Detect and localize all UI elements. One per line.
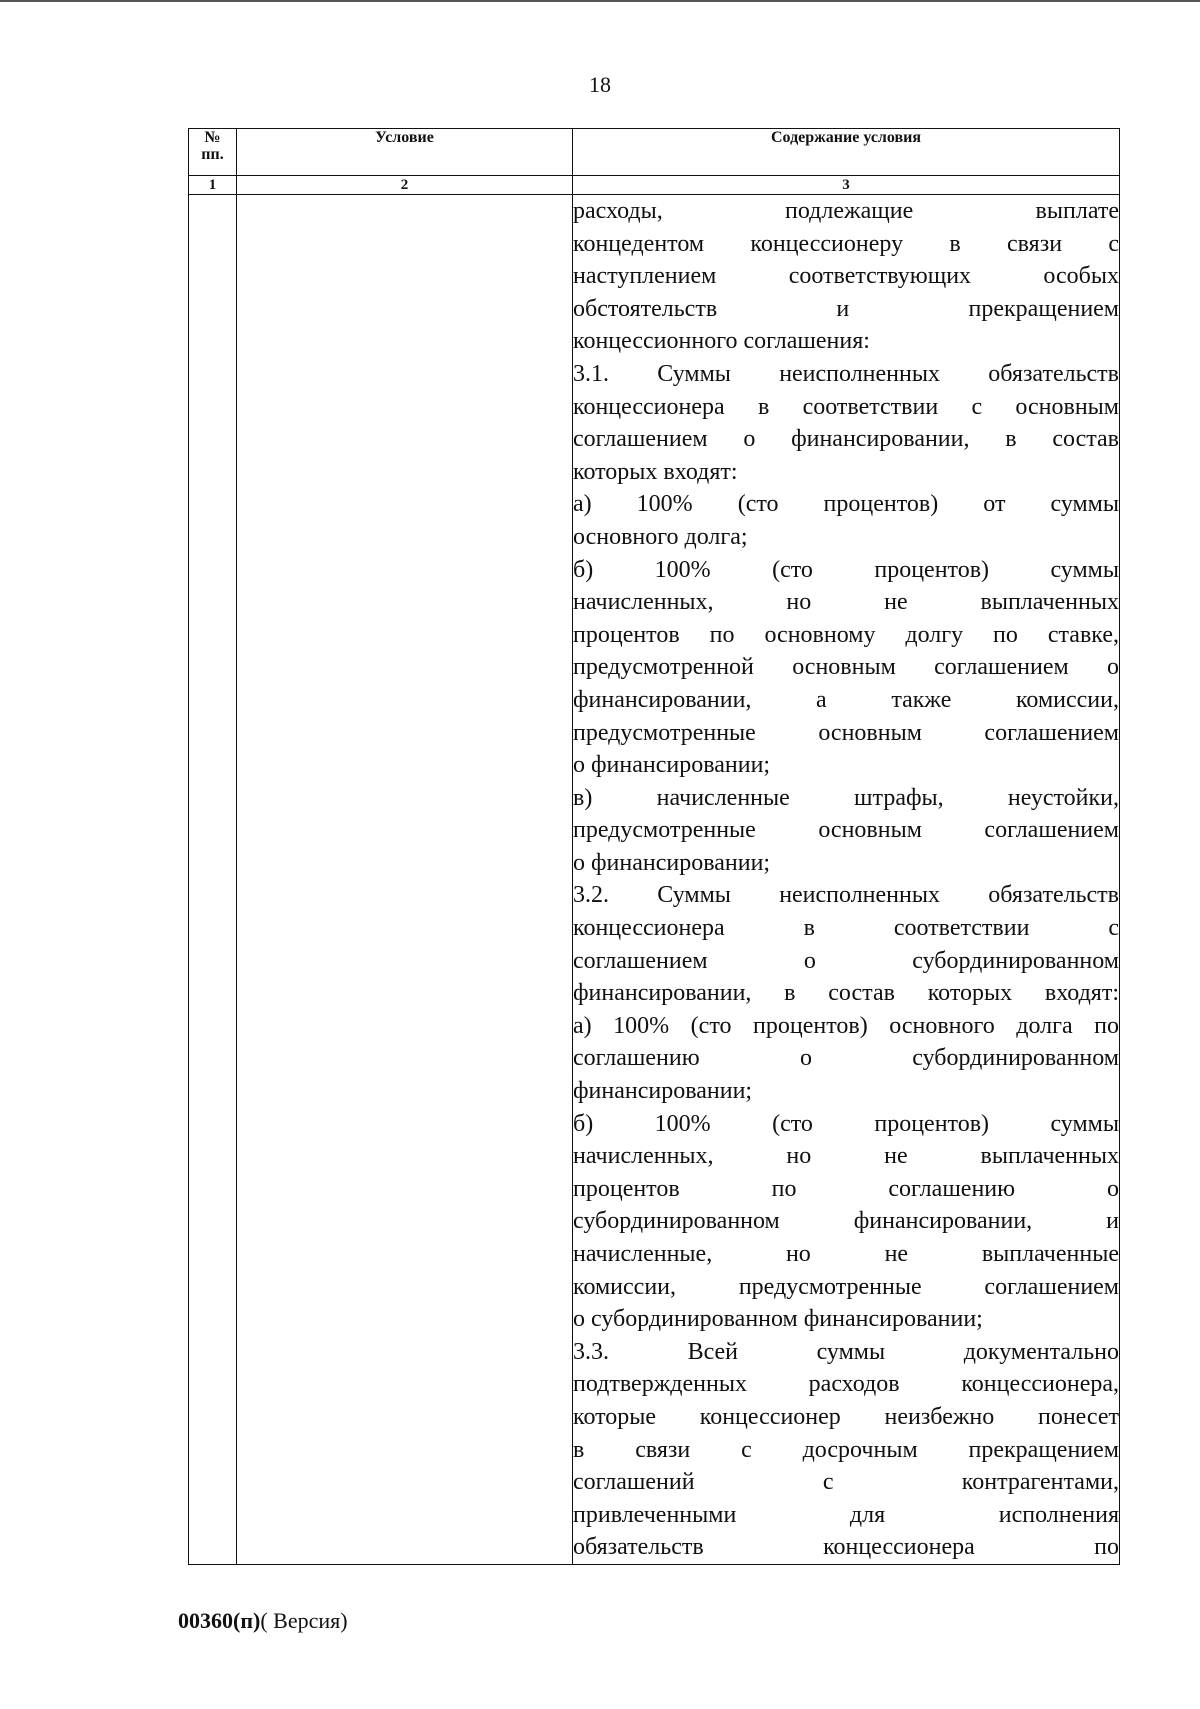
column-number-1: 1 <box>189 176 237 195</box>
content-line: предусмотренные основным соглашением <box>573 817 1119 844</box>
document-version: ( Версия) <box>260 1608 348 1633</box>
content-line: в) начисленные штрафы, неустойки, <box>573 784 1119 811</box>
document-code: 00360(п) <box>178 1608 261 1633</box>
content-line: концедентом концессионеру в связи с <box>573 230 1119 257</box>
content-line: финансировании; <box>573 1078 753 1105</box>
row-number-cell <box>189 195 237 1565</box>
content-line: о субординированном финансировании; <box>573 1306 983 1333</box>
content-line: начисленных, но не выплаченных <box>573 1143 1119 1170</box>
header-number-sign: № <box>204 129 221 146</box>
content-line: концессионера в соответствии с основным <box>573 393 1119 420</box>
content-line: а) 100% (сто процентов) от суммы <box>573 491 1119 518</box>
content-line: наступлением соответствующих особых <box>573 263 1119 290</box>
document-footer <box>178 1608 348 1634</box>
content-line: соглашений с контрагентами, <box>573 1469 1119 1496</box>
conditions-table <box>188 128 1120 1565</box>
page-number: 18 <box>589 72 611 97</box>
row-content-cell <box>573 195 1120 1565</box>
content-text <box>573 195 1119 1564</box>
content-line: б) 100% (сто процентов) суммы <box>573 1110 1119 1137</box>
header-content: Содержание условия <box>573 129 1120 176</box>
content-line: комиссии, предусмотренные соглашением <box>573 1273 1119 1300</box>
content-line: о финансировании; <box>573 752 771 779</box>
column-number-3: 3 <box>573 176 1120 195</box>
content-line: о финансировании; <box>573 849 771 876</box>
content-line: которых входят: <box>573 458 738 485</box>
content-line: процентов по основному долгу по ставке, <box>573 621 1119 648</box>
row-condition-cell <box>237 195 573 1565</box>
content-line: соглашением о финансировании, в состав <box>573 426 1119 453</box>
content-line: процентов по соглашению о <box>573 1175 1119 1202</box>
content-line: а) 100% (сто процентов) основного долга по <box>573 1012 1119 1039</box>
content-line: субординированном финансировании, и <box>573 1208 1119 1235</box>
header-number <box>189 129 237 176</box>
header-number-abbrev: пп. <box>201 146 224 163</box>
content-line: подтвержденных расходов концессионера, <box>573 1371 1119 1398</box>
content-line: расходы, подлежащие выплате <box>573 198 1119 224</box>
content-line: соглашению о субординированном <box>573 1045 1119 1072</box>
content-line: в связи с досрочным прекращением <box>573 1436 1119 1463</box>
content-line: 3.1. Суммы неисполненных обязательств <box>573 360 1119 387</box>
content-line: начисленные, но не выплаченные <box>573 1241 1119 1267</box>
table-header-row <box>189 129 1120 176</box>
content-line: б) 100% (сто процентов) суммы <box>573 556 1119 583</box>
content-line: основного долга; <box>573 523 748 550</box>
content-line: финансировании, а также комиссии, <box>573 686 1119 713</box>
content-line: начисленных, но не выплаченных <box>573 589 1119 616</box>
content-line: привлеченными для исполнения <box>573 1501 1119 1528</box>
content-line: 3.2. Суммы неисполненных обязательств <box>573 882 1119 909</box>
column-number-2: 2 <box>237 176 573 195</box>
content-line: которые концессионер неизбежно понесет <box>573 1403 1119 1430</box>
top-border-line <box>0 0 1200 2</box>
content-line: обстоятельств и прекращением <box>573 295 1119 322</box>
content-line: предусмотренные основным соглашением <box>573 719 1119 746</box>
table-row <box>189 195 1120 1565</box>
content-line: концессионера в соответствии с <box>573 915 1119 942</box>
header-condition: Условие <box>237 129 573 176</box>
content-line: соглашением о субординированном <box>573 947 1119 974</box>
content-line: финансировании, в состав которых входят: <box>573 980 1119 1007</box>
content-line: обязательств концессионера по <box>573 1534 1119 1561</box>
content-line: 3.3. Всей суммы документально <box>573 1338 1119 1365</box>
column-number-row <box>189 176 1120 195</box>
content-line: концессионного соглашения: <box>573 328 870 355</box>
content-line: предусмотренной основным соглашением о <box>573 654 1119 681</box>
